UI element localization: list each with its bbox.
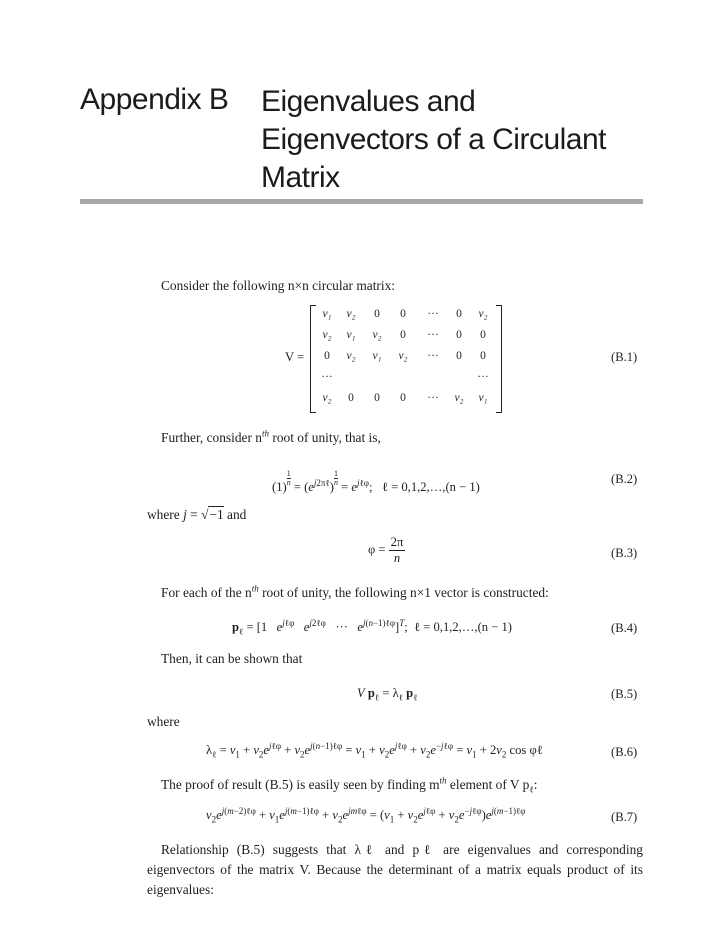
circulant-matrix [310, 305, 502, 413]
matrix-row [311, 308, 501, 328]
heading-divider [80, 199, 643, 204]
matrix-cell: v₂ [346, 350, 356, 362]
equation-number: (B.6) [611, 745, 638, 759]
paragraph-where: where [147, 714, 180, 729]
equation-b4: $p_\ell = [1$ $e^{j\ell\varphi}$ $e^{j2\ell\varphi}$ ··· $e^{j(n-1)\ell\varphi}]^T$; ℓ = 0,1,2,…,(n − 1) [232, 617, 512, 637]
matrix-cell: 0 [480, 329, 486, 341]
matrix-row [311, 350, 501, 370]
matrix-cell: ··· [427, 329, 439, 341]
matrix-cell: v₂ [346, 308, 356, 320]
paragraph-each-root: For each of the $n^{th}$ root of unity, the following n×1 vector is constructed: [161, 583, 549, 600]
chapter-title-line: Matrix [261, 161, 340, 194]
matrix-cell: 0 [456, 350, 462, 362]
text-run: root of unity, that is, [269, 430, 381, 445]
matrix-cell: ··· [427, 392, 439, 404]
paragraph-further: Further, consider $n^{th}$ root of unity, that is, [161, 428, 381, 445]
paragraph-relationship: Relationship (B.5) suggests that λℓ and pℓ are eigenvalues and corresponding eigenvectors of the matrix V. Because the determinant of a matrix equals product of its eigenvalues: [147, 842, 643, 897]
matrix-cell: 0 [348, 392, 354, 404]
equation-number: (B.7) [611, 810, 638, 824]
matrix-cell: 0 [456, 329, 462, 341]
text-run: where [147, 507, 180, 522]
matrix-cell: v₂ [322, 329, 332, 341]
equation-number: (B.5) [611, 687, 638, 701]
matrix-cell: v₂ [398, 350, 408, 362]
matrix-cell: 0 [400, 392, 406, 404]
matrix-cell: ··· [477, 371, 489, 383]
equation-number: (B.4) [611, 621, 638, 635]
text-run: Further, consider n [161, 430, 262, 445]
equation-b3: φ = $\frac{2\pi}{n}$ [368, 535, 404, 565]
matrix-cell: v₁ [322, 308, 332, 320]
matrix-cell: 0 [324, 350, 330, 362]
matrix-row [311, 371, 501, 391]
text-run: The proof of result (B.5) is easily seen by finding m [161, 777, 440, 792]
paragraph-where-j: where j = √−1 and [147, 507, 247, 522]
matrix-cell: 0 [374, 308, 380, 320]
equation-range: ℓ = 0,1,2,…,(n − 1) [414, 620, 512, 634]
matrix-cell: v₁ [478, 392, 488, 404]
chapter-title-line: Eigenvectors of a Circulant [261, 123, 607, 156]
paragraph-then: Then, it can be shown that [161, 651, 303, 666]
equation-b5: V $p_\ell = \lambda_\ell$ $p_\ell$ [357, 686, 418, 703]
matrix-cell: v₂ [322, 392, 332, 404]
matrix-cell: v₂ [478, 308, 488, 320]
matrix-cell: 0 [374, 392, 380, 404]
equation-range: ℓ = 0,1,2,…,(n − 1) [381, 480, 480, 494]
text-run: For each of the n [161, 585, 252, 600]
matrix-cell: v₁ [346, 329, 356, 341]
matrix-cell: ··· [427, 308, 439, 320]
matrix-cell: v₂ [372, 329, 382, 341]
chapter-title-line: Eigenvalues and [261, 85, 476, 118]
paragraph-proof: The proof of result (B.5) is easily seen by finding $m^{th}$ element of V $p_\ell$: [161, 775, 538, 795]
matrix-row [311, 329, 501, 349]
matrix-row [311, 392, 501, 412]
matrix-cell: 0 [400, 329, 406, 341]
matrix-cell: ··· [321, 371, 333, 383]
paragraph-intro: Consider the following n×n circular matrix: [161, 278, 396, 293]
matrix-cell: v₂ [454, 392, 464, 404]
matrix-cell: 0 [480, 350, 486, 362]
equation-b7: $v_2e^{j(m-2)\ell\varphi} + v_1e^{j(m-1)\ell\varphi} + v_2e^{jm\ell\varphi} = (v_1 + v_2e^{j\ell\varphi} + v_2e^{-j\ell\varphi})e^{j(m-1)\ell\varphi}$ [206, 805, 526, 825]
chapter-title [261, 83, 606, 197]
matrix-cell: v₁ [372, 350, 382, 362]
equation-number: (B.1) [611, 350, 638, 364]
chapter-label: Appendix B [80, 83, 229, 116]
matrix-cell: 0 [456, 308, 462, 320]
text-run: element of V p [446, 777, 530, 792]
matrix-cell: ··· [427, 350, 439, 362]
text-run: root of unity, the following n×1 vector is constructed: [258, 585, 549, 600]
equation-b2: (1) $\frac{1}{n} = (e^{j2\pi\ell})$ $\frac{1}{n} = e^{j\ell\varphi}$; ℓ = 0,1,2,…,(n − 1) [272, 469, 480, 494]
matrix-cell: 0 [400, 308, 406, 320]
matrix-lhs: V = [285, 350, 305, 364]
equation-number: (B.3) [611, 546, 638, 560]
equation-number: (B.2) [611, 472, 638, 486]
equation-b6: $\lambda_\ell = v_1 + v_2e^{j\ell\varphi} + v_2e^{j(n-1)\ell\varphi} = v_1 + v_2e^{j\ell\varphi} + v_2e^{-j\ell\varphi} = v_1 + 2v_2$ cos φℓ [206, 740, 543, 760]
